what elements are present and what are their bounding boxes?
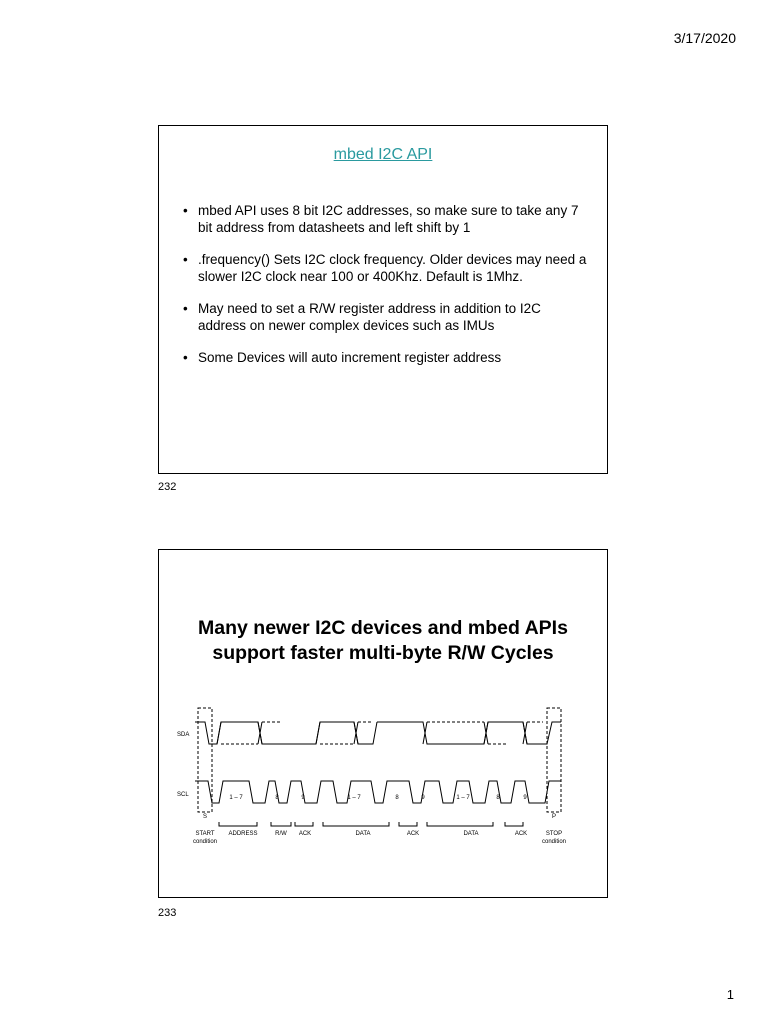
pulse-label: 8: [496, 795, 500, 801]
slide-232: [158, 125, 608, 474]
pulse-label: 1 – 7: [229, 795, 243, 801]
section-brackets: [219, 822, 523, 826]
start-marker: S: [203, 814, 208, 820]
stop-condition-box: [547, 708, 561, 812]
slide-233: [158, 549, 608, 898]
scl-label: SCL: [177, 792, 189, 798]
title-line-2: support faster multi-byte R/W Cycles: [212, 642, 554, 664]
stop-marker: P: [552, 814, 557, 820]
title-line-1: Many newer I2C devices and mbed APIs: [198, 617, 568, 639]
slide-title: mbed I2C API: [333, 146, 433, 163]
pulse-label: 9: [523, 795, 527, 801]
pulse-label: 9: [301, 795, 305, 801]
sda-data-crossover: [217, 722, 527, 744]
sda-dashed-extra: [262, 722, 543, 744]
pulse-label: 1 – 7: [347, 795, 361, 801]
start-sub-label: condition: [192, 839, 218, 845]
pulse-label: 8: [395, 795, 399, 801]
bullet-item: • May need to set a R/W register address in addition to I2C address on newer complex devices such as IMUs: [183, 300, 589, 334]
print-date: 3/17/2020: [673, 30, 736, 46]
bullet-list: [183, 202, 589, 381]
slide-title: [159, 616, 607, 666]
data-label: DATA: [463, 831, 479, 837]
data-label: DATA: [355, 831, 371, 837]
pulse-label: 1 – 7: [456, 795, 470, 801]
scl-waveform: [195, 781, 561, 803]
rw-label: R/W: [275, 831, 287, 837]
ack-label: ACK: [298, 831, 312, 837]
slide-number: 232: [158, 481, 177, 493]
page-number: 1: [726, 987, 734, 1002]
i2c-timing-diagram: [173, 702, 573, 852]
pulse-label: 9: [421, 795, 425, 801]
ack-label: ACK: [406, 831, 420, 837]
start-label: START: [195, 831, 215, 837]
ack-label: ACK: [514, 831, 528, 837]
bullet-item: • Some Devices will auto increment register address: [183, 349, 589, 366]
slide-number: 233: [158, 907, 177, 919]
stop-label: STOP: [545, 831, 563, 837]
sda-label: SDA: [177, 732, 190, 738]
address-label: ADDRESS: [228, 831, 258, 837]
pulse-label: 8: [275, 795, 279, 801]
bullet-item: • mbed API uses 8 bit I2C addresses, so make sure to take any 7 bit address from datasheets and left shift by 1: [183, 202, 589, 236]
stop-sub-label: condition: [541, 839, 567, 845]
sda-waveform: [195, 722, 561, 744]
bullet-item: • .frequency() Sets I2C clock frequency. Older devices may need a slower I2C clock near 100 or 400Khz. Default is 1Mhz.: [183, 251, 589, 285]
